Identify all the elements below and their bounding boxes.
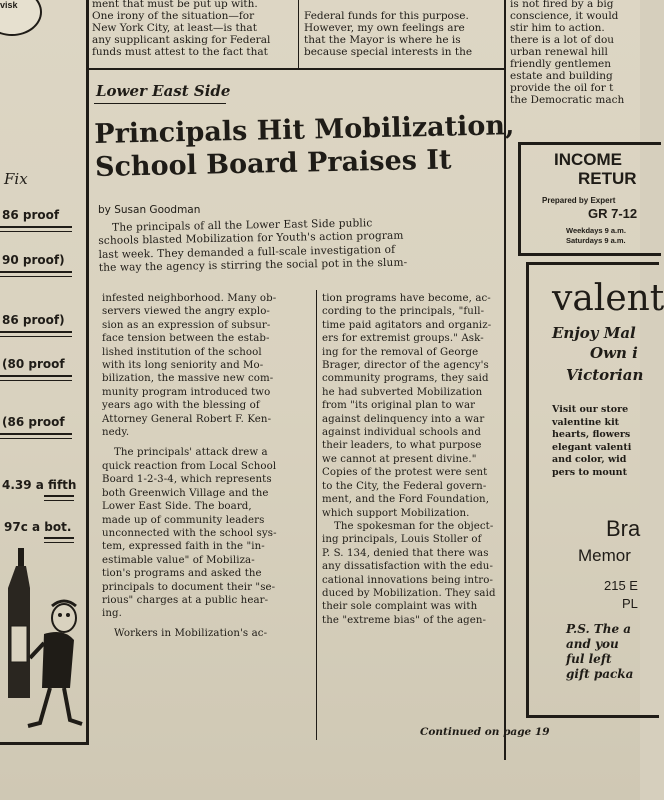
headline-line-1: Principals Hit Mobilization, xyxy=(94,110,515,150)
headline-line-2: School Board Praises It xyxy=(94,144,452,183)
price-7: 97c a bot. xyxy=(4,520,72,534)
price-rule-7 xyxy=(44,537,74,543)
article-column-1: infested neighborhood. Many ob- servers viewed the angry explo- sion as an expression of subsur- face tension between the estab- lished institution of the school with its long seniority and Mo- bilization, the massive new com- munity program introduced two years ago with the blessing of Attorney General Robert F. Ken- nedy. The principals' attack drew a quick reaction from Local School Board 1-2-3-4, which represents both Greenwich Village and the Lower East Side. The board, made up of community leaders unconnected with the school sys- tem, expressed faith in the "in- estimable value" of Mobiliza- tion's programs and asked the principals to document their "se- rious" charges at a public hear- ing. Workers in Mobilization's ac- xyxy=(102,293,277,639)
article-lead xyxy=(98,215,499,276)
top-mid-snippet: Federal funds for this purpose. However, my own feelings are that the Mayor is where he is because special interests in the xyxy=(304,10,473,58)
price-2: 90 proof) xyxy=(2,253,65,267)
income-sub-3: Weekdays 9 a.m. xyxy=(566,226,626,235)
column-rule-left xyxy=(86,0,89,745)
valentine-small-text: Visit our store valentine kit hearts, flowers elegant valenti and color, wid pers to mount xyxy=(552,404,632,478)
valentine-title: valent xyxy=(552,278,664,319)
body-column-rule xyxy=(316,290,317,740)
valentine-line-3: Victorian xyxy=(566,366,644,384)
valentine-address-2: PL xyxy=(622,596,638,611)
price-rule-6 xyxy=(44,495,74,501)
price-rule-4 xyxy=(0,375,72,381)
income-line-1: INCOME xyxy=(554,150,622,169)
valentine-ps: P.S. The a and you ful left gift packa xyxy=(566,622,634,681)
price-rule-2 xyxy=(0,271,72,277)
kicker-underline xyxy=(94,103,226,104)
income-sub-2: GR 7-12 xyxy=(588,206,638,221)
valentine-store-sub: Memor xyxy=(578,546,631,565)
article-column-2: tion programs have become, ac- cording to the principals, "full- time paid agitators and organiz- ers for extremist groups." Ask- ing for the removal of George Brager, director of the agency's community programs, they said he had subverted Mobilization from "its original plan to war against delinquency into a war against individual schools and their leaders, to what purpose we cannot at present divine." Copies of the protest were sent to the City, the Federal govern- ment, and the Ford Foundation, which support Mobilization. The spokesman for the object- ing principals, Louis Stoller of P. S. 134, denied that there was any dissatisfaction with the edu- cational innovations being intro- duced by Mobilization. They said their sole complaint was with the "extreme bias" of the agen- xyxy=(322,293,496,626)
bottle-man-illustration xyxy=(4,548,84,738)
headline xyxy=(94,109,515,184)
valentine-address-1: 215 E xyxy=(604,578,638,593)
price-5: (86 proof xyxy=(2,415,65,429)
column-rule-top-mid xyxy=(298,0,299,68)
income-sub-4: Saturdays 9 a.m. xyxy=(566,236,626,245)
price-4: (80 proof xyxy=(2,357,65,371)
top-right-snippet: is not fired by a big conscience, it would stir him to action. there is a lot of dou urban renewal hill friendly gentlemen estate and building provide the oil for t the Democratic mach xyxy=(510,0,625,106)
valentine-line-1: Enjoy Mal xyxy=(552,324,636,342)
lead-line: The principals of all the Lower East Side public xyxy=(111,217,373,234)
byline: by Susan Goodman xyxy=(98,204,201,216)
price-rule-1 xyxy=(0,226,72,232)
valentine-store-name: Bra xyxy=(606,516,641,541)
income-sub-1: Prepared by Expert xyxy=(542,196,616,205)
price-1: 86 proof xyxy=(2,208,60,222)
valentine-line-2: Own i xyxy=(590,344,638,362)
ad-fragment: visk xyxy=(0,0,18,10)
lead-line: the way the agency is stirring the social pot in the slum- xyxy=(98,256,408,275)
price-rule-3 xyxy=(0,331,72,337)
ad-script: Fix xyxy=(4,170,28,188)
price-6: 4.39 a fifth xyxy=(2,478,77,492)
lead-line: schools blasted Mobilization for Youth's action program xyxy=(98,230,404,248)
top-left-snippet: ment that must be put up with. One irony of the situation—for New York City, at least—is that any supplicant asking for Federal funds must attest to the fact that xyxy=(92,0,271,58)
price-rule-5 xyxy=(0,433,72,439)
income-line-2: RETUR xyxy=(578,169,637,188)
continued-note: Continued on page 19 xyxy=(420,726,550,738)
left-ad-bottom xyxy=(0,742,88,745)
price-3: 86 proof) xyxy=(2,313,65,327)
lead-line: last week. They demanded a full-scale investigation of xyxy=(98,243,396,261)
top-divider xyxy=(88,68,504,70)
article-kicker: Lower East Side xyxy=(96,82,231,100)
